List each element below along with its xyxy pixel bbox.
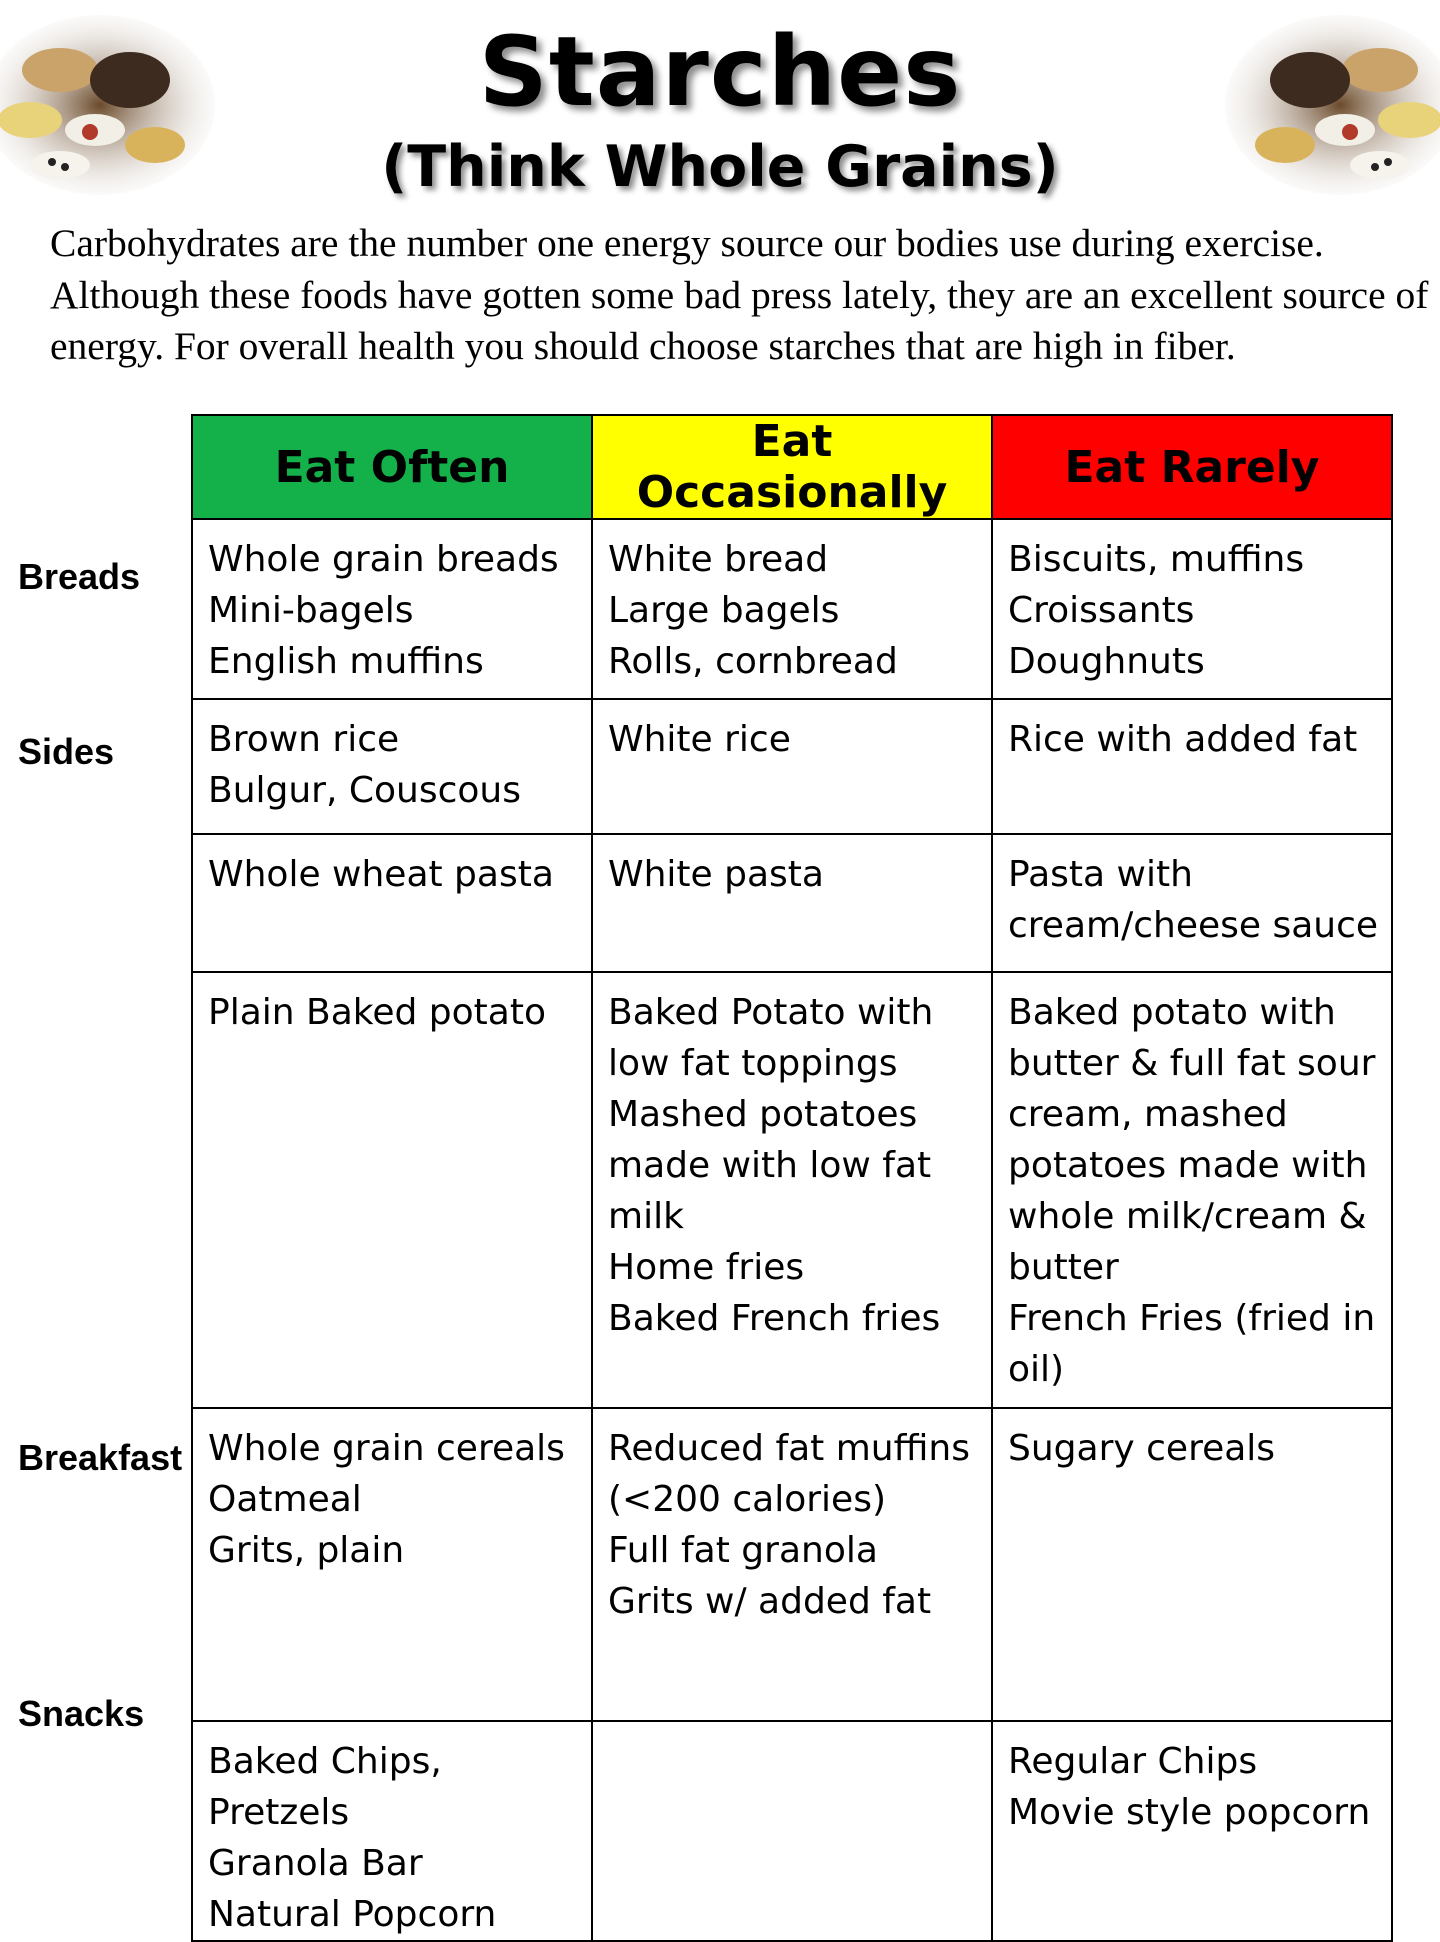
food-item: Mashed potatoes made with low fat milk xyxy=(608,1094,932,1237)
table-row xyxy=(192,1721,1392,1941)
row-label-sides: Sides xyxy=(18,731,115,772)
food-item: Sugary cereals xyxy=(1008,1428,1276,1469)
food-item: Whole grain breads xyxy=(208,539,559,580)
cell-eat-rarely xyxy=(992,1408,1392,1721)
cell-eat-occasionally xyxy=(592,699,992,834)
cell-eat-often xyxy=(192,699,592,834)
cell-eat-often xyxy=(192,972,592,1408)
food-item: Plain Baked potato xyxy=(208,992,546,1033)
food-item: Pasta with cream/cheese sauce xyxy=(1008,854,1379,946)
row-label-breakfast: Breakfast xyxy=(18,1437,183,1478)
food-item: White pasta xyxy=(608,854,824,895)
food-item: White rice xyxy=(608,719,791,760)
food-item: English muffins xyxy=(208,641,484,682)
food-item: Regular Chips xyxy=(1008,1741,1258,1782)
food-item: Home fries xyxy=(608,1247,805,1288)
table-row xyxy=(192,699,1392,834)
food-item: Croissants xyxy=(1008,590,1195,631)
intro-paragraph: Carbohydrates are the number one energy source our bodies use during exercise. Although these foods have gotten some bad press lately, they are an excellent source of energy. For overall health you should choose starches that are high in fiber. xyxy=(50,221,1429,368)
cell-eat-often xyxy=(192,834,592,972)
food-item: Bulgur, Couscous xyxy=(208,770,521,811)
column-header-eat-often: Eat Often xyxy=(192,415,592,519)
food-item: Doughnuts xyxy=(1008,641,1205,682)
cell-eat-occasionally xyxy=(592,1721,992,1941)
cell-eat-occasionally xyxy=(592,519,992,699)
cell-eat-rarely xyxy=(992,519,1392,699)
cell-eat-often xyxy=(192,519,592,699)
table-row xyxy=(192,834,1392,972)
starches-table xyxy=(191,414,1393,1942)
food-item: Whole grain cereals xyxy=(208,1428,565,1469)
row-label-breads: Breads xyxy=(18,556,141,597)
food-item: Grits, plain xyxy=(208,1530,405,1571)
food-item: Baked French fries xyxy=(608,1298,941,1339)
food-item: Oatmeal xyxy=(208,1479,362,1520)
cell-eat-occasionally xyxy=(592,1408,992,1721)
cell-eat-rarely xyxy=(992,699,1392,834)
food-item: Large bagels xyxy=(608,590,840,631)
food-item: Grits w/ added fat xyxy=(608,1581,932,1622)
cell-eat-occasionally xyxy=(592,834,992,972)
cell-eat-rarely xyxy=(992,1721,1392,1941)
page-subtitle: (Think Whole Grains) xyxy=(381,134,1059,200)
cell-eat-occasionally xyxy=(592,972,992,1408)
food-item: Baked Chips, Pretzels xyxy=(208,1741,442,1833)
food-item: Reduced fat muffins (<200 calories) xyxy=(608,1428,971,1520)
cell-eat-rarely xyxy=(992,972,1392,1408)
header-row xyxy=(192,415,1392,519)
food-item: Granola Bar xyxy=(208,1843,423,1884)
column-header-eat-rarely: Eat Rarely xyxy=(992,415,1392,519)
page-title: Starches xyxy=(478,16,962,128)
row-label-snacks: Snacks xyxy=(18,1693,145,1734)
column-header-eat-occasionally: Eat Occasionally xyxy=(592,415,992,519)
food-item: Natural Popcorn xyxy=(208,1894,497,1935)
food-item: Rice with added fat xyxy=(1008,719,1358,760)
food-item: White bread xyxy=(608,539,829,580)
table-row xyxy=(192,972,1392,1408)
food-item: Mini-bagels xyxy=(208,590,414,631)
food-item: Full fat granola xyxy=(608,1530,878,1571)
food-item: Baked Potato with low fat toppings xyxy=(608,992,934,1084)
food-item: Baked potato with butter & full fat sour cream, mashed potatoes made with whole milk/cream & butter xyxy=(1008,992,1376,1288)
cell-eat-rarely xyxy=(992,834,1392,972)
cell-eat-often xyxy=(192,1408,592,1721)
food-item: Whole wheat pasta xyxy=(208,854,554,895)
food-item: Biscuits, muffins xyxy=(1008,539,1305,580)
food-item: French Fries (fried in oil) xyxy=(1008,1298,1376,1390)
food-item: Rolls, cornbread xyxy=(608,641,898,682)
food-item: Brown rice xyxy=(208,719,400,760)
table-row xyxy=(192,519,1392,699)
food-item: Movie style popcorn xyxy=(1008,1792,1371,1833)
cell-eat-often xyxy=(192,1721,592,1941)
table-row xyxy=(192,1408,1392,1721)
